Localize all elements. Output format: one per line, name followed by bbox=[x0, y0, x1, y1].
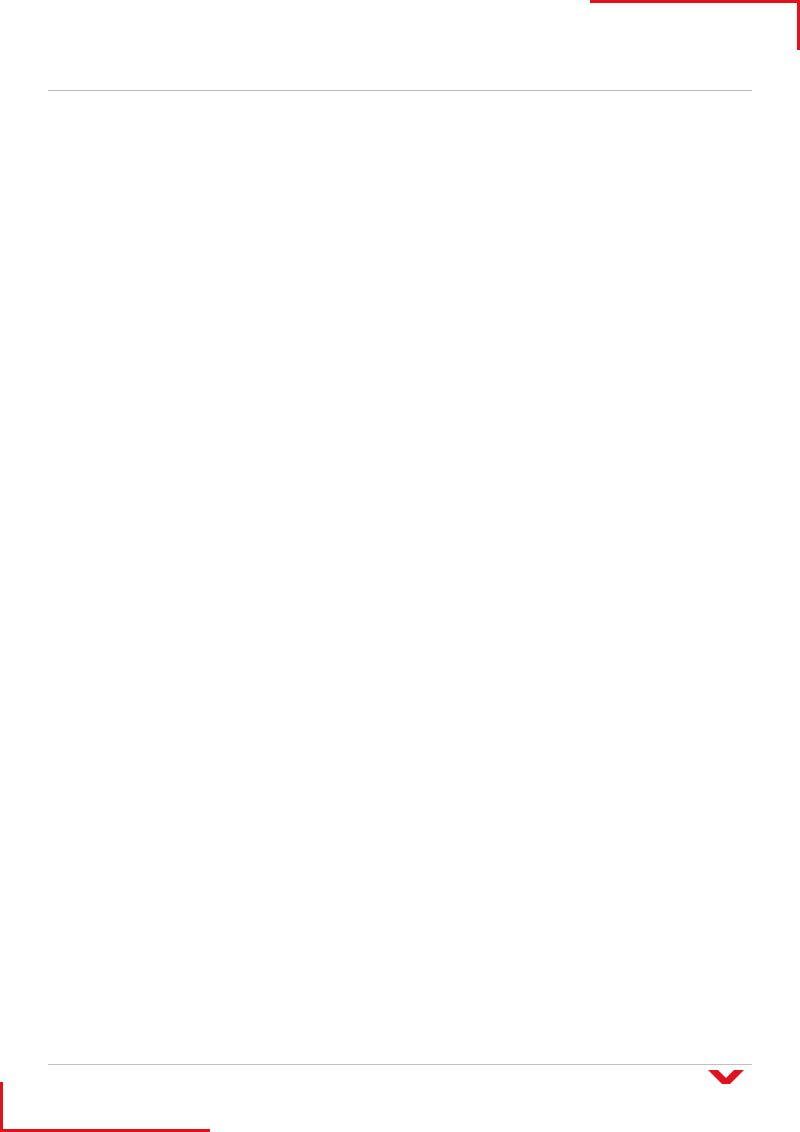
report-header bbox=[48, 66, 64, 84]
company-logo bbox=[704, 1066, 752, 1092]
page-footer bbox=[48, 1071, 60, 1083]
western-logo-icon bbox=[704, 1066, 748, 1092]
footer-divider bbox=[48, 1064, 752, 1065]
corner-decoration-top bbox=[590, 0, 800, 12]
header-divider bbox=[48, 90, 752, 91]
